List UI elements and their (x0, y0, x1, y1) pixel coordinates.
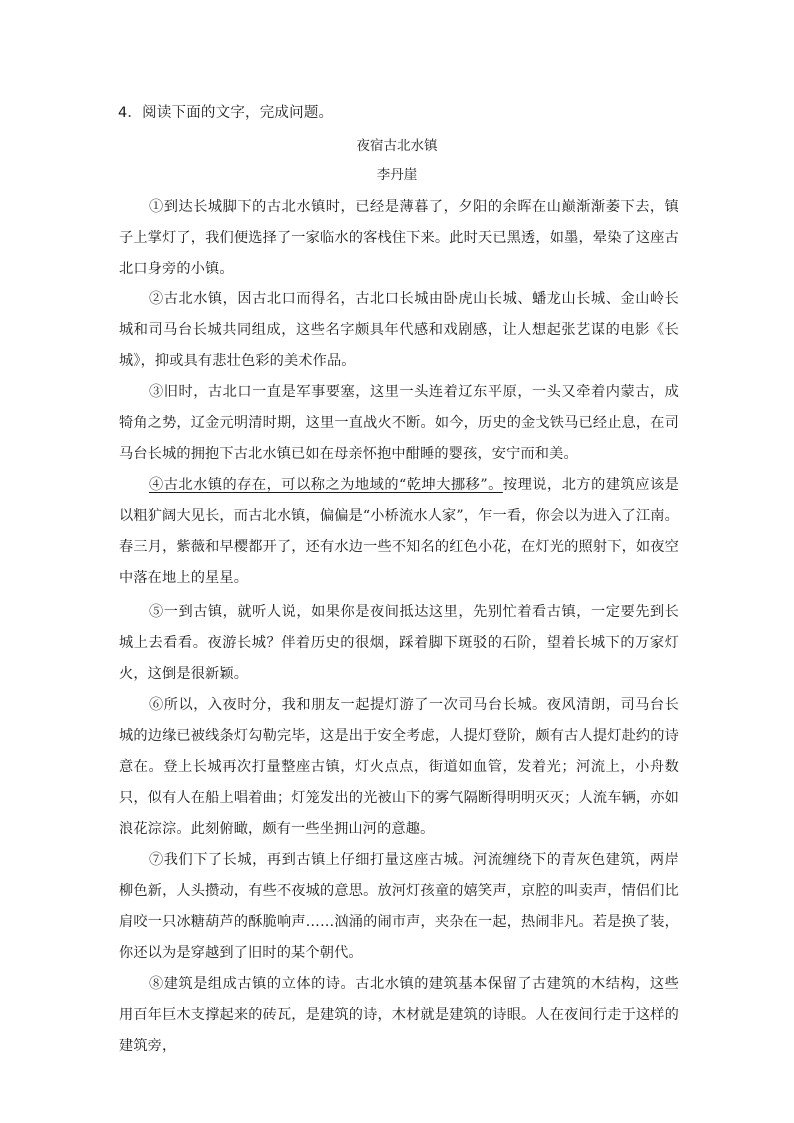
paragraph-6: ⑥所以，入夜时分，我和朋友一起提灯游了一次司马台长城。夜风清朗，司马台长城的边缘已被线条灯勾勒完毕，这是出于安全考虑，人提灯登阶，颇有古人提灯赴约的诗意在。登上长城再次打量整座古镇，灯火点点，街道如血管，发着光；河流上，小舟数只，似有人在船上唱着曲；灯笼发出的光被山下的雾气隔断得明明灭灭；人流车辆，亦如浪花淙淙。此刻俯瞰，颇有一些坐拥山河的意趣。 (119, 697, 679, 837)
paragraph-4 (119, 470, 679, 594)
paragraph-7: ⑦我们下了长城，再到古镇上仔细打量这座古城。河流缠绕下的青灰色建筑，两岸柳色新，人头攒动，有些不夜城的意思。放河灯孩童的嬉笑声，京腔的叫卖声，情侣们比肩咬一只冰糖葫芦的酥脆响声……汹涌的闹市声，夹杂在一起，热闹非凡。若是换了装，你还以为是穿越到了旧时的某个朝代。 (119, 852, 679, 961)
article-author: 李丹崖 (376, 167, 418, 183)
paragraph-3: ③旧时，古北口一直是军事要塞，这里一头连着辽东平原，一头又牵着内蒙古，成犄角之势，辽金元明清时期，这里一直战火不断。如今，历史的金戈铁马已经止息，在司马台长城的拥抱下古北水镇已如在母亲怀抱中酣睡的婴孩，安宁而和美。 (119, 384, 679, 462)
underlined-sentence: ④古北水镇的存在，可以称之为地域的“乾坤大挪移”。 (149, 477, 503, 493)
paragraph-8: ⑧建筑是组成古镇的立体的诗。古北水镇的建筑基本保留了古建筑的木结构，这些用百年巨木支撑起来的砖瓦，是建筑的诗，木材就是建筑的诗眼。人在夜间行走于这样的建筑旁， (119, 976, 679, 1054)
question-heading: 4．阅读下面的文字，完成问题。 (118, 105, 334, 121)
paragraph-1: ①到达长城脚下的古北水镇时，已经是薄暮了，夕阳的余晖在山巅渐渐萎下去，镇子上掌灯了，我们便选择了一家临水的客栈住下来。此时天已黑透，如墨，晕染了这座古北口身旁的小镇。 (119, 199, 679, 277)
paragraph-2: ②古北水镇，因古北口而得名，古北口长城由卧虎山长城、蟠龙山长城、金山岭长城和司马台长城共同组成，这些名字颇具年代感和戏剧感，让人想起张艺谋的电影《长城》，抑或具有悲壮色彩的美术作品。 (119, 291, 679, 369)
paragraph-5: ⑤一到古镇，就听人说，如果你是夜间抵达这里，先别忙着看古镇，一定要先到长城上去看看。夜游长城？伴着历史的很烟，踩着脚下斑驳的石阶，望着长城下的万家灯火，这倒是很新颖。 (119, 604, 679, 682)
article-title: 夜宿古北水镇 (356, 138, 438, 154)
paragraph-4-rest: 按理说，北方的建筑应该是以粗犷阔大见长，而古北水镇，偏偏是“小桥流水人家”，乍一看，你会以为进入了江南。春三月，紫薇和早樱都开了，还有水边一些不知名的红色小花，在灯光的照射下，如夜空中落在地上的星星。 (119, 477, 679, 586)
